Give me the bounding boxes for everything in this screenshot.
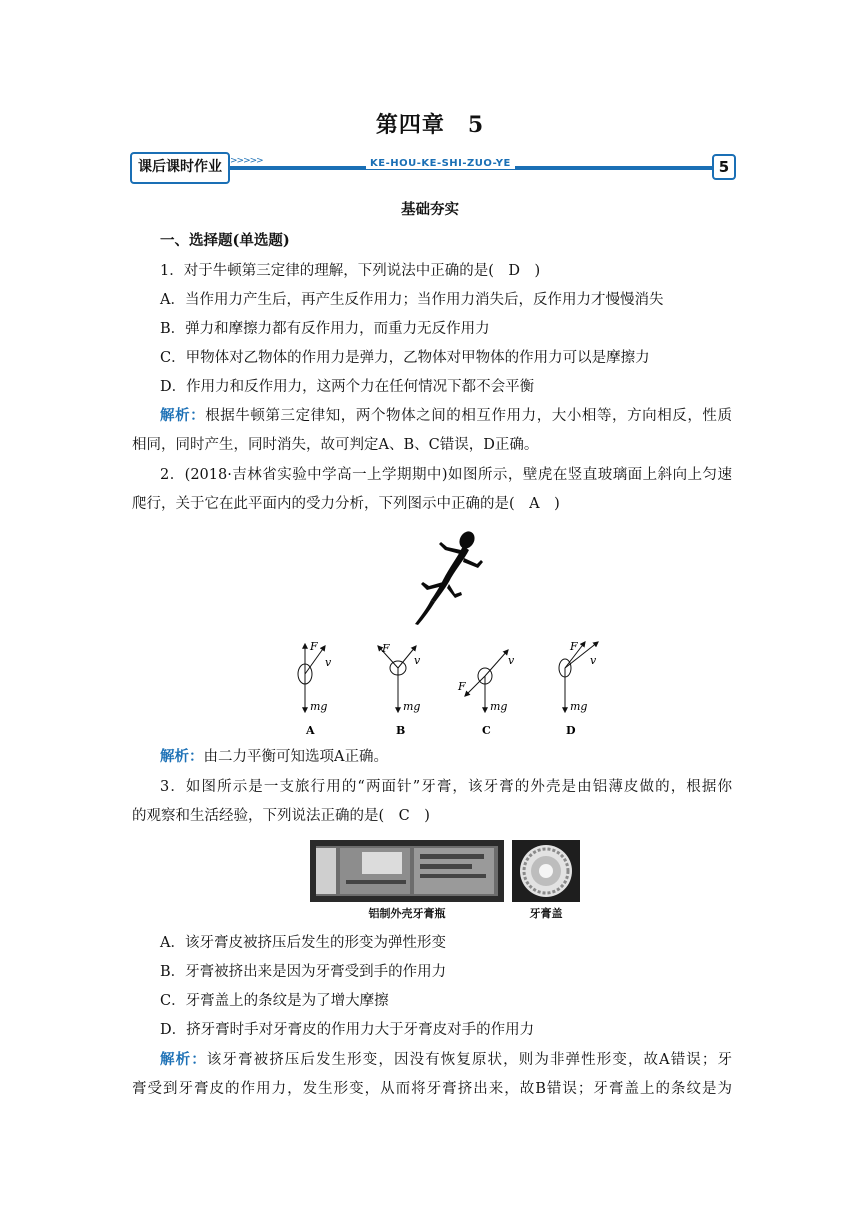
q2-stem-line2: 爬行，关于它在此平面内的受力分析，下列图示中正确的是( A ) <box>132 496 560 512</box>
section-title: 基础夯实 <box>401 201 459 218</box>
label-mg: mg <box>310 700 328 713</box>
q3-stem-line1: 3．如图所示是一支旅行用的“两面针”牙膏，该牙膏的外壳是由铝薄皮做的，根据你 <box>160 779 732 795</box>
q1-analysis-line2: 相同，同时产生，同时消失，故可判定A、B、C错误，D正确。 <box>132 437 539 453</box>
label-mg: mg <box>490 700 508 713</box>
label-mg: mg <box>570 700 588 713</box>
label-mg: mg <box>403 700 421 713</box>
label-f: F <box>382 642 390 655</box>
banner-arrows: >>>>> <box>230 156 263 166</box>
q1-analysis-line1: 解析：根据牛顿第三定律知，两个物体之间的相互作用力，大小相等，方向相反，性质 <box>160 407 732 424</box>
diagram-b <box>378 642 421 737</box>
toothpaste-cap-image <box>512 840 580 902</box>
label-f: F <box>310 640 318 653</box>
toothpaste-tube-image <box>310 840 504 902</box>
diagram-d <box>559 640 598 737</box>
q3-analysis-line2: 膏受到牙膏皮的作用力，发生形变，从而将牙膏挤出来，故B错误；牙膏盖上的条纹是为 <box>132 1081 732 1097</box>
gecko-image <box>405 528 485 626</box>
choice-a: A <box>306 724 315 737</box>
diagram-a <box>298 640 332 737</box>
choice-d: D <box>566 724 576 737</box>
q1-option-b: B．弹力和摩擦力都有反作用力，而重力无反作用力 <box>160 321 490 337</box>
q3-analysis-label: 解析： <box>160 1051 207 1068</box>
banner-pinyin: KE-HOU-KE-SHI-ZUO-YE <box>366 158 515 169</box>
q3-analysis-line1: 解析：该牙膏被挤压后发生形变，因没有恢复原状，则为非弹性形变，故A错误；牙 <box>160 1051 733 1068</box>
q1-stem: 1．对于牛顿第三定律的理解，下列说法中正确的是( D ) <box>160 263 541 279</box>
choice-b: B <box>396 724 406 737</box>
q3-stem-line2: 的观察和生活经验，下列说法正确的是( C ) <box>132 808 430 824</box>
q2-analysis-label: 解析： <box>160 748 204 765</box>
q3-option-a: A．该牙膏皮被挤压后发生的形变为弹性形变 <box>160 935 446 951</box>
force-diagrams <box>280 632 620 740</box>
q1-analysis-label: 解析： <box>160 407 206 424</box>
caption-tube: 铝制外壳牙膏瓶 <box>368 907 446 920</box>
label-f: F <box>458 680 466 693</box>
q3-option-b: B．牙膏被挤出来是因为牙膏受到手的作用力 <box>160 964 447 980</box>
diagram-c <box>457 650 515 737</box>
label-v: v <box>590 654 597 667</box>
label-v: v <box>508 654 515 667</box>
choice-c: C <box>482 724 491 737</box>
q1-option-d: D．作用力和反作用力，这两个力在任何情况下都不会平衡 <box>160 379 535 395</box>
label-v: v <box>414 654 421 667</box>
label-v: v <box>325 656 332 669</box>
q1-option-a: A．当作用力产生后，再产生反作用力；当作用力消失后，反作用力才慢慢消失 <box>160 292 664 308</box>
q3-option-c: C．牙膏盖上的条纹是为了增大摩擦 <box>160 993 389 1009</box>
q2-stem-line1: 2．(2018·吉林省实验中学高一上学期期中)如图所示，壁虎在竖直玻璃面上斜向上匀速 <box>160 467 732 483</box>
q1-option-c: C．甲物体对乙物体的作用力是弹力，乙物体对甲物体的作用力可以是摩擦力 <box>160 350 650 366</box>
q3-option-d: D．挤牙膏时手对牙膏皮的作用力大于牙膏皮对手的作用力 <box>160 1022 535 1038</box>
part-title: 一、选择题(单选题) <box>160 232 290 249</box>
chapter-title: 第四章 5 <box>375 112 485 138</box>
caption-cap: 牙膏盖 <box>529 907 563 920</box>
homework-banner <box>130 152 736 184</box>
banner-label: 课后课时作业 <box>130 152 230 184</box>
banner-number: 5 <box>712 154 736 180</box>
q2-analysis: 解析：由二力平衡可知选项A正确。 <box>160 748 388 765</box>
label-f: F <box>570 640 578 653</box>
